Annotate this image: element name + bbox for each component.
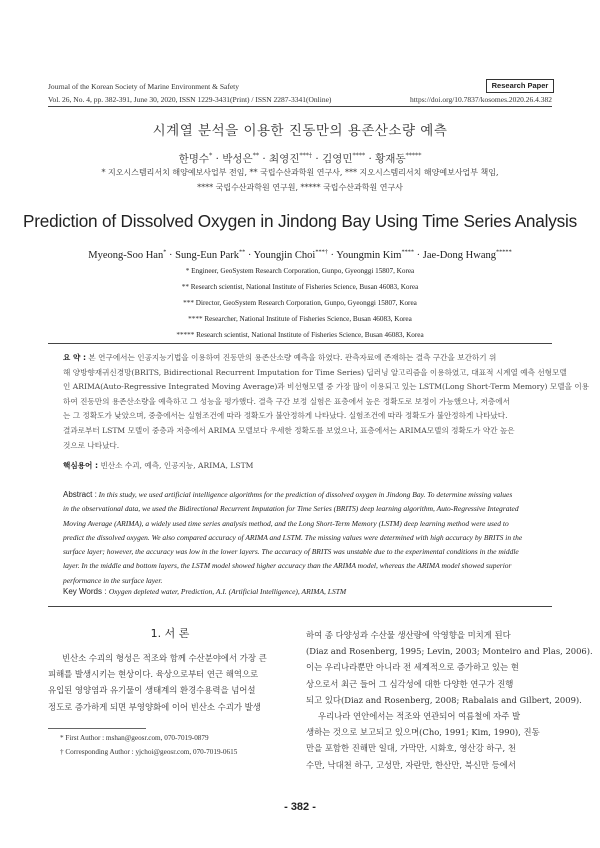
abstract-ko-line: 해 양방향재귀신경망(BRITS, Bidirectional Recurrent Imputation for Time Series) 딥러닝 알고리즘을 이용하였고, 대표적 시계열 예측 선형모델: [63, 367, 567, 377]
header-rule: [48, 106, 552, 107]
footnote-rule: [48, 728, 146, 729]
author-en-3: Youngjin Choi***†: [253, 248, 328, 261]
right-col-line: (Diaz and Rosenberg, 1995; Levin, 2003; Monteiro and Plas, 2006).: [306, 646, 593, 657]
affiliation-ko-line: **** 국립수산과학원 연구원, ***** 국립수산과학원 연구사: [197, 183, 403, 192]
footnote-corresponding-author: † Corresponding Author : yjchoi@geosr.com, 070-7019-0615: [60, 748, 238, 756]
title-korean: 시계열 분석을 이용한 진동만의 용존산소량 예측: [152, 123, 448, 139]
title-english: Prediction of Dissolved Oxygen in Jindong Bay Using Time Series Analysis: [22, 211, 577, 231]
doi-link[interactable]: https://doi.org/10.7837/kosomes.2020.26.4.382: [410, 95, 552, 104]
left-col-line: 피해를 발생시키는 현상이다. 육상으로부터 연근 해역으로: [48, 669, 259, 680]
abstract-ko-line: 하여 진동만의 용존산소량을 예측하고 그 성능을 평가했다. 결측 구간 보정 실험은 표층에서 높은 정확도로 보정이 가능했으나, 저층에서: [63, 396, 510, 406]
author-en-5: Jae-Dong Hwang*****: [422, 248, 512, 261]
abstract-english: Abstract : In this study, we used artificial intelligence algorithms for the prediction of dissolved oxygen in Jindong Bay. To determine missing values in the observational data, we used the Bidirectional Recurrent Imputation for Time Series (BRITS) deep learning algorithm, Auto-Regressive Integrated Moving Average (ARIMA), a widely used time series analysis method, and the Long Short-Term Memory (LSTM) deep learning method were used to predict the dissolved oxygen. We also compared accuracy of ARIMA and LSTM. The missing values were determined with high accuracy by BRITS in the surface layer; however, the accuracy was low in the lower layers. The accuracy of BRITS was unstable due to the experimental conditions in the middle layer. In the middle and bottom layers, the LSTM model showed higher accuracy than the ARIMA model, whereas the ARIMA model showed superior performance in the surface layer.: [63, 488, 549, 588]
abstract-en-line: Moving Average (ARIMA), a widely used time series analysis method, and the Long Short-Term Memory (LSTM) deep learning method were used to: [63, 518, 509, 528]
article-type-badge: Research Paper: [486, 79, 554, 93]
keywords-en-text: Oxygen depleted water, Prediction, A.I. (Artificial Intelligence), ARIMA, LSTM: [108, 587, 347, 596]
affiliation-en-line: ***** Research scientist, National Institute of Fisheries Science, Busan 46083, Korea: [176, 331, 424, 339]
affiliations-korean: [0, 165, 600, 195]
affiliation-en-line: *** Director, GeoSystem Research Corporation, Gunpo, Gyeonggi 15807, Korea: [183, 299, 417, 307]
page-number: - 382 -: [284, 801, 316, 813]
journal-name: Journal of the Korean Society of Marine Environment & Safety: [48, 82, 239, 91]
abstract-ko-line: 는 그 정확도가 낮았으며, 중층에서는 실험조건에 따라 정확도가 불안정하게 나타났다. 실험조건에 따라 정확도가 불안정하게 나타났다.: [63, 411, 508, 421]
abstract-en-line: performance in the surface layer.: [63, 575, 163, 585]
right-col-line: 만을 포함한 진해만 일대, 가막만, 시화호, 영산강 하구, 천: [306, 743, 516, 754]
keywords-ko-label: 핵심용어 :: [63, 461, 99, 470]
right-col-line: 상으로서 최근 들어 그 심각성에 대한 다양한 연구가 진행: [306, 678, 514, 689]
left-col-line: 정도로 증가하게 되면 부영양화에 이어 빈산소 수괴가 발생: [48, 701, 261, 712]
abstract-ko-line: 것으로 나타났다.: [63, 440, 120, 450]
abstract-en-label: Abstract :: [63, 490, 97, 499]
authors-korean: 한명수* · 박성은** · 최영진***† · 김영민**** · 황재동*****: [178, 152, 422, 165]
left-col-line: 유입된 영양염과 유기물이 생태계의 환경수용력을 넘어설: [48, 685, 256, 696]
abstract-ko-line: 인 ARIMA(Auto-Regressive Integrated Moving Average)과 비선형모델 중 가장 많이 이용되고 있는 LSTM(Long Short-Term Memory) 모델을 이용: [63, 382, 590, 392]
left-col-line: 빈산소 수괴의 형성은 적조와 함께 수산분야에서 가장 큰: [62, 653, 267, 663]
keywords-rule: [48, 606, 552, 607]
affiliation-en-line: * Engineer, GeoSystem Research Corporation, Gunpo, Gyeonggi 15807, Korea: [185, 267, 415, 275]
right-col-line: 생하는 것으로 보고되고 있으며(Cho, 1991; Kim, 1990), 진동: [306, 727, 540, 738]
abstract-en-line: surface layer; however, the accuracy was low in the lower layers. The accuracy of BRITS was unstable due to the experimental conditions in the middle: [63, 547, 519, 557]
right-col-line: 우리나라 연안에서는 적조와 연관되어 여름철에 자주 발: [318, 711, 521, 722]
section-heading: 1. 서 론: [150, 627, 190, 640]
abstract-en-line: in the observational data, we used the Bidirectional Recurrent Imputation for Time Series (BRITS) deep learning algorithm, Auto-Regressive Integrated: [63, 504, 519, 514]
abstract-ko-line: 결과로부터 LSTM 모델이 중층과 저층에서 ARIMA 모델보다 우세한 정확도를 보였으나, 표층에서는 ARIMA모델의 정확도가 약간 높은: [63, 425, 515, 435]
keywords-english: [63, 587, 549, 596]
abstract-en-line: layer. In the middle and bottom layers, the LSTM model showed higher accuracy than the ARIMA model, whereas the ARIMA model showed superior: [63, 561, 512, 571]
keywords-en-label: Key Words :: [63, 587, 107, 596]
volume-info: Vol. 26, No. 4, pp. 382-391, June 30, 2020, ISSN 1229-3431(Print) / ISSN 2287-3341(Online): [48, 95, 332, 104]
right-col-line: 되고 있다(Diaz and Rosenberg, 2008; Rabalais and Gilbert, 2009).: [306, 694, 582, 705]
keywords-ko-text: 빈산소 수괴, 예측, 인공지능, ARIMA, LSTM: [100, 461, 254, 470]
right-column: [306, 627, 593, 773]
keywords-korean: [63, 459, 549, 474]
affiliation-en-line: **** Researcher, National Institute of Fisheries Science, Busan 46083, Korea: [188, 315, 412, 323]
footnotes: [60, 731, 237, 759]
affiliation-ko-line: * 지오시스템리서치 해양예보사업부 전임, ** 국립수산과학원 연구사, *** 지오시스템리서치 해양예보사업부 책임,: [101, 168, 499, 177]
right-col-line: 하여 종 다양성과 수산물 생산량에 악영향을 미치게 된다: [306, 630, 511, 640]
footnote-first-author: * First Author : mshan@geosr.com, 070-7019-0879: [60, 734, 209, 742]
affiliations-english: [0, 263, 600, 343]
author-ko-2: 박성은**: [222, 152, 259, 165]
authors-english: Myeong-Soo Han* · Sung-Eun Park** · Youngjin Choi***† · Youngmin Kim**** · Jae-Dong Hwang*****: [88, 248, 512, 261]
author-en-1: Myeong-Soo Han*: [88, 248, 167, 261]
affiliation-en-line: ** Research scientist, National Institute of Fisheries Science, Busan 46083, Korea: [181, 283, 419, 291]
abstract-ko-label: 요 약 :: [63, 353, 86, 362]
abstract-rule: [48, 343, 552, 344]
author-ko-3: 최영진***†: [269, 152, 313, 165]
author-en-4: Youngmin Kim****: [336, 248, 415, 261]
author-ko-5: 황재동*****: [375, 152, 422, 165]
right-col-line: 수만, 낙대천 하구, 고성만, 자란만, 한산만, 북신만 등에서: [306, 759, 516, 770]
left-column: [48, 650, 292, 715]
author-ko-4: 김영민****: [322, 152, 366, 165]
right-col-line: 이는 우리나라뿐만 아니라 전 세계적으로 증가하고 있는 현: [306, 662, 519, 673]
abstract-en-line: predict the dissolved oxygen. We also compared accuracy of ARIMA and LSTM. The missing values were determined with high accuracy by BRITS in the: [63, 532, 523, 542]
abstract-korean: 요 약 : 본 연구에서는 인공지능기법을 이용하여 진동만의 용존산소량 예측을 하였다. 관측자료에 존재하는 결측 구간을 보간하기 위 해 양방향재귀신경망(BRITS, Bidirectional Recurrent Imputation for Time Series) 딥러닝 알고리즘을 이용하였고, 대표적 시계열 예측 선형모델 인 ARIMA(Auto-Regressive Integrated Moving Average)과 비선형모델 중 가장 많이 이용되고 있는 LSTM(Long Short-Term Memory) 모델을 이용 하여 진동만의 용존산소량을 예측하고 그 성능을 평가했다. 결측 구간 보정 실험은 표층에서 높은 정확도로 보정이 가능했으나, 저층에서 는 그 정확도가 낮았으며, 중층에서는 실험조건에 따라 정확도가 불안정하게 나타났다. 실험조건에 따라 정확도가 불안정하게 나타났다. 결과로부터 LSTM 모델이 중층과 저층에서 ARIMA 모델보다 우세한 정확도를 보였으나, 표층에서는 ARIMA모델의 정확도가 약간 높은 것으로 나타났다.: [63, 351, 549, 453]
author-en-2: Sung-Eun Park**: [175, 248, 246, 261]
author-ko-1: 한명수*: [178, 152, 213, 165]
